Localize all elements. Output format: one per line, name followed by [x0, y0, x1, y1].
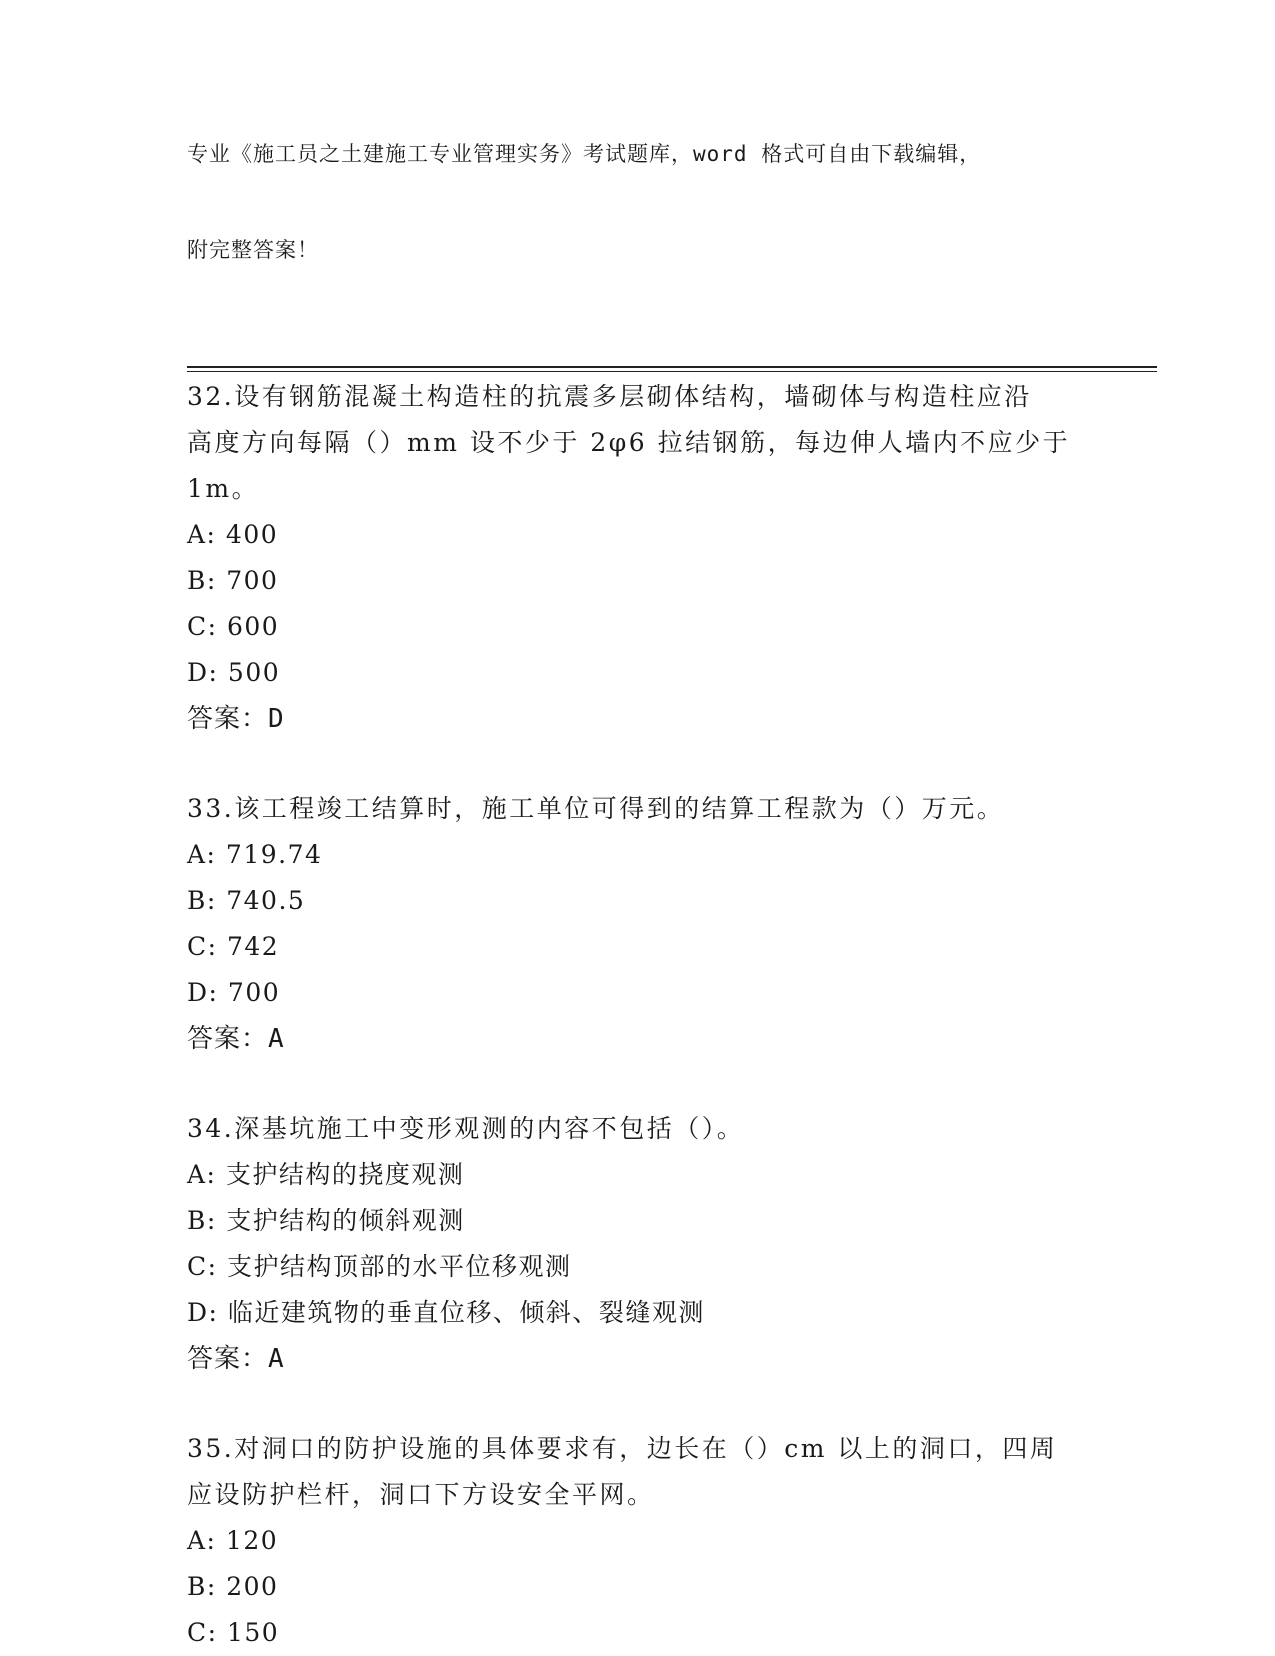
- question-32-line-2: 高度方向每隔（）mm 设不少于 2φ6 拉结钢筋，每边伸人墙内不应少于: [187, 428, 1071, 457]
- header-line-1: 专业《施工员之土建施工专业管理实务》考试题库，word 格式可自由下载编辑，: [187, 142, 982, 166]
- question-35-option-c: C: 150: [187, 1618, 280, 1647]
- spacer: [187, 1062, 1157, 1106]
- question-32-option-a: A: 400: [187, 520, 279, 549]
- question-33-option-d: D: 700: [187, 978, 281, 1007]
- question-35-line-1: 35.对洞口的防护设施的具体要求有，边长在（）cm 以上的洞口，四周: [187, 1434, 1058, 1463]
- question-32-line-3: 1m。: [187, 474, 260, 503]
- question-32-option-d: D: 500: [187, 658, 281, 687]
- question-34-option-d: D: 临近建筑物的垂直位移、倾斜、裂缝观测: [187, 1298, 705, 1327]
- question-34-option-b: B: 支护结构的倾斜观测: [187, 1206, 465, 1235]
- question-35-option-b: B: 200: [187, 1572, 279, 1601]
- question-33-option-c: C: 742: [187, 932, 280, 961]
- question-33: [187, 786, 1157, 1062]
- question-32: [187, 374, 1157, 742]
- document-header: [187, 74, 1157, 330]
- document-page: [187, 74, 1157, 1656]
- question-33-answer: 答案：A: [187, 1024, 285, 1054]
- question-32-answer: 答案：D: [187, 704, 285, 734]
- spacer: [187, 742, 1157, 786]
- question-34-answer: 答案：A: [187, 1344, 285, 1374]
- question-34-line-1: 34.深基坑施工中变形观测的内容不包括（）。: [187, 1114, 745, 1143]
- question-32-option-c: C: 600: [187, 612, 280, 641]
- question-33-option-b: B: 740.5: [187, 886, 306, 915]
- question-34-option-a: A: 支护结构的挠度观测: [187, 1160, 465, 1189]
- question-33-line-1: 33.该工程竣工结算时，施工单位可得到的结算工程款为（）万元。: [187, 794, 1005, 823]
- question-35-option-a: A: 120: [187, 1526, 279, 1555]
- header-line-2: 附完整答案！: [187, 238, 319, 262]
- spacer: [187, 1382, 1157, 1426]
- question-35: [187, 1426, 1157, 1656]
- divider-line-bottom: [187, 371, 1157, 372]
- header-divider: [187, 366, 1157, 372]
- question-33-option-a: A: 719.74: [187, 840, 323, 869]
- question-34-option-c: C: 支护结构顶部的水平位移观测: [187, 1252, 572, 1281]
- divider-line-top: [187, 366, 1157, 368]
- question-34: [187, 1106, 1157, 1382]
- question-35-line-2: 应设防护栏杆，洞口下方设安全平网。: [187, 1480, 655, 1509]
- question-32-line-1: 32.设有钢筋混凝土构造柱的抗震多层砌体结构，墙砌体与构造柱应沿: [187, 382, 1032, 411]
- question-32-option-b: B: 700: [187, 566, 279, 595]
